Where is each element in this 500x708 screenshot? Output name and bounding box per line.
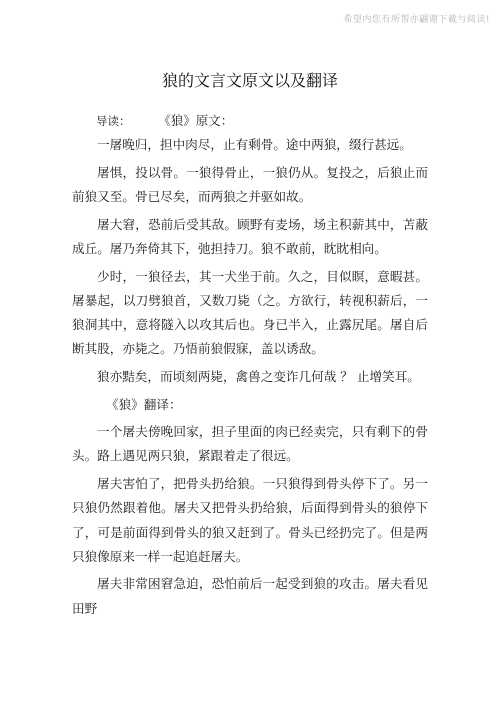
paragraph-original-1: 一屠晚归，担中肉尽，止有剩骨。途中两狼，缀行甚远。 xyxy=(97,137,412,152)
paragraph-original-4: 少时，一狼径去，其一犬坐于前。久之，目似瞑，意暇甚。屠暴起，以刀劈狼首，又数刀毙（之。方欲行，转视积薪后，一狼洞其中，意将隧入以攻其后也。身已半入，止露尻尾。屠自后断其股，亦毙之。乃悟前狼假寐，盖以诱敌。 xyxy=(72,268,428,357)
original-section-title: 《狼》原文： xyxy=(164,113,234,128)
document-title: 狼的文言文原文以及翻译 xyxy=(161,71,338,90)
paragraph-original-3: 屠大窘，恐前后受其敌。顾野有麦场，场主积薪其中，苫蔽成丘。屠乃奔倚其下，弛担持刀。狼不敢前，眈眈相向。 xyxy=(72,216,428,256)
watermark-text: 希望内您有所帮亦翩谢下載与阅读! xyxy=(343,15,490,25)
paragraph-original-2: 屠惧，投以骨。一狼得骨止，一狼仍从。复投之，后狼止而前狼又至。骨已尽矣，而两狼之并驱如故。 xyxy=(72,164,428,204)
lead-line xyxy=(96,111,233,129)
document-body xyxy=(72,133,428,624)
paragraph-translation-3: 屠夫非常困窘急迫，恐怕前后一起受到狼的攻击。屠夫看见田野 xyxy=(72,576,428,616)
translation-section-title: 《狼》翻译： xyxy=(106,396,182,412)
paragraph-translation-2: 屠夫害怕了，把骨头扔给狼。一只狼得到骨头停下了。另一只狼仍然跟着他。屠夫又把骨头扔给狼，后面得到骨头的狼停下了，可是前面得到骨头的狼又赶到了。骨头已经扔完了。但是两只狼像原来一样一起追赶屠夫。 xyxy=(72,476,428,564)
paragraph-original-5: 狼亦黠矣，而顷刻两毙，禽兽之变诈几何哉 ？ 止增笑耳。 xyxy=(97,368,420,384)
lead-label: 导读： xyxy=(96,114,131,128)
paragraph-translation-1: 一个屠夫傍晚回家，担子里面的肉已经卖完，只有剩下的骨头。路上遇见两只狼，紧跟着走了很远。 xyxy=(72,424,428,464)
